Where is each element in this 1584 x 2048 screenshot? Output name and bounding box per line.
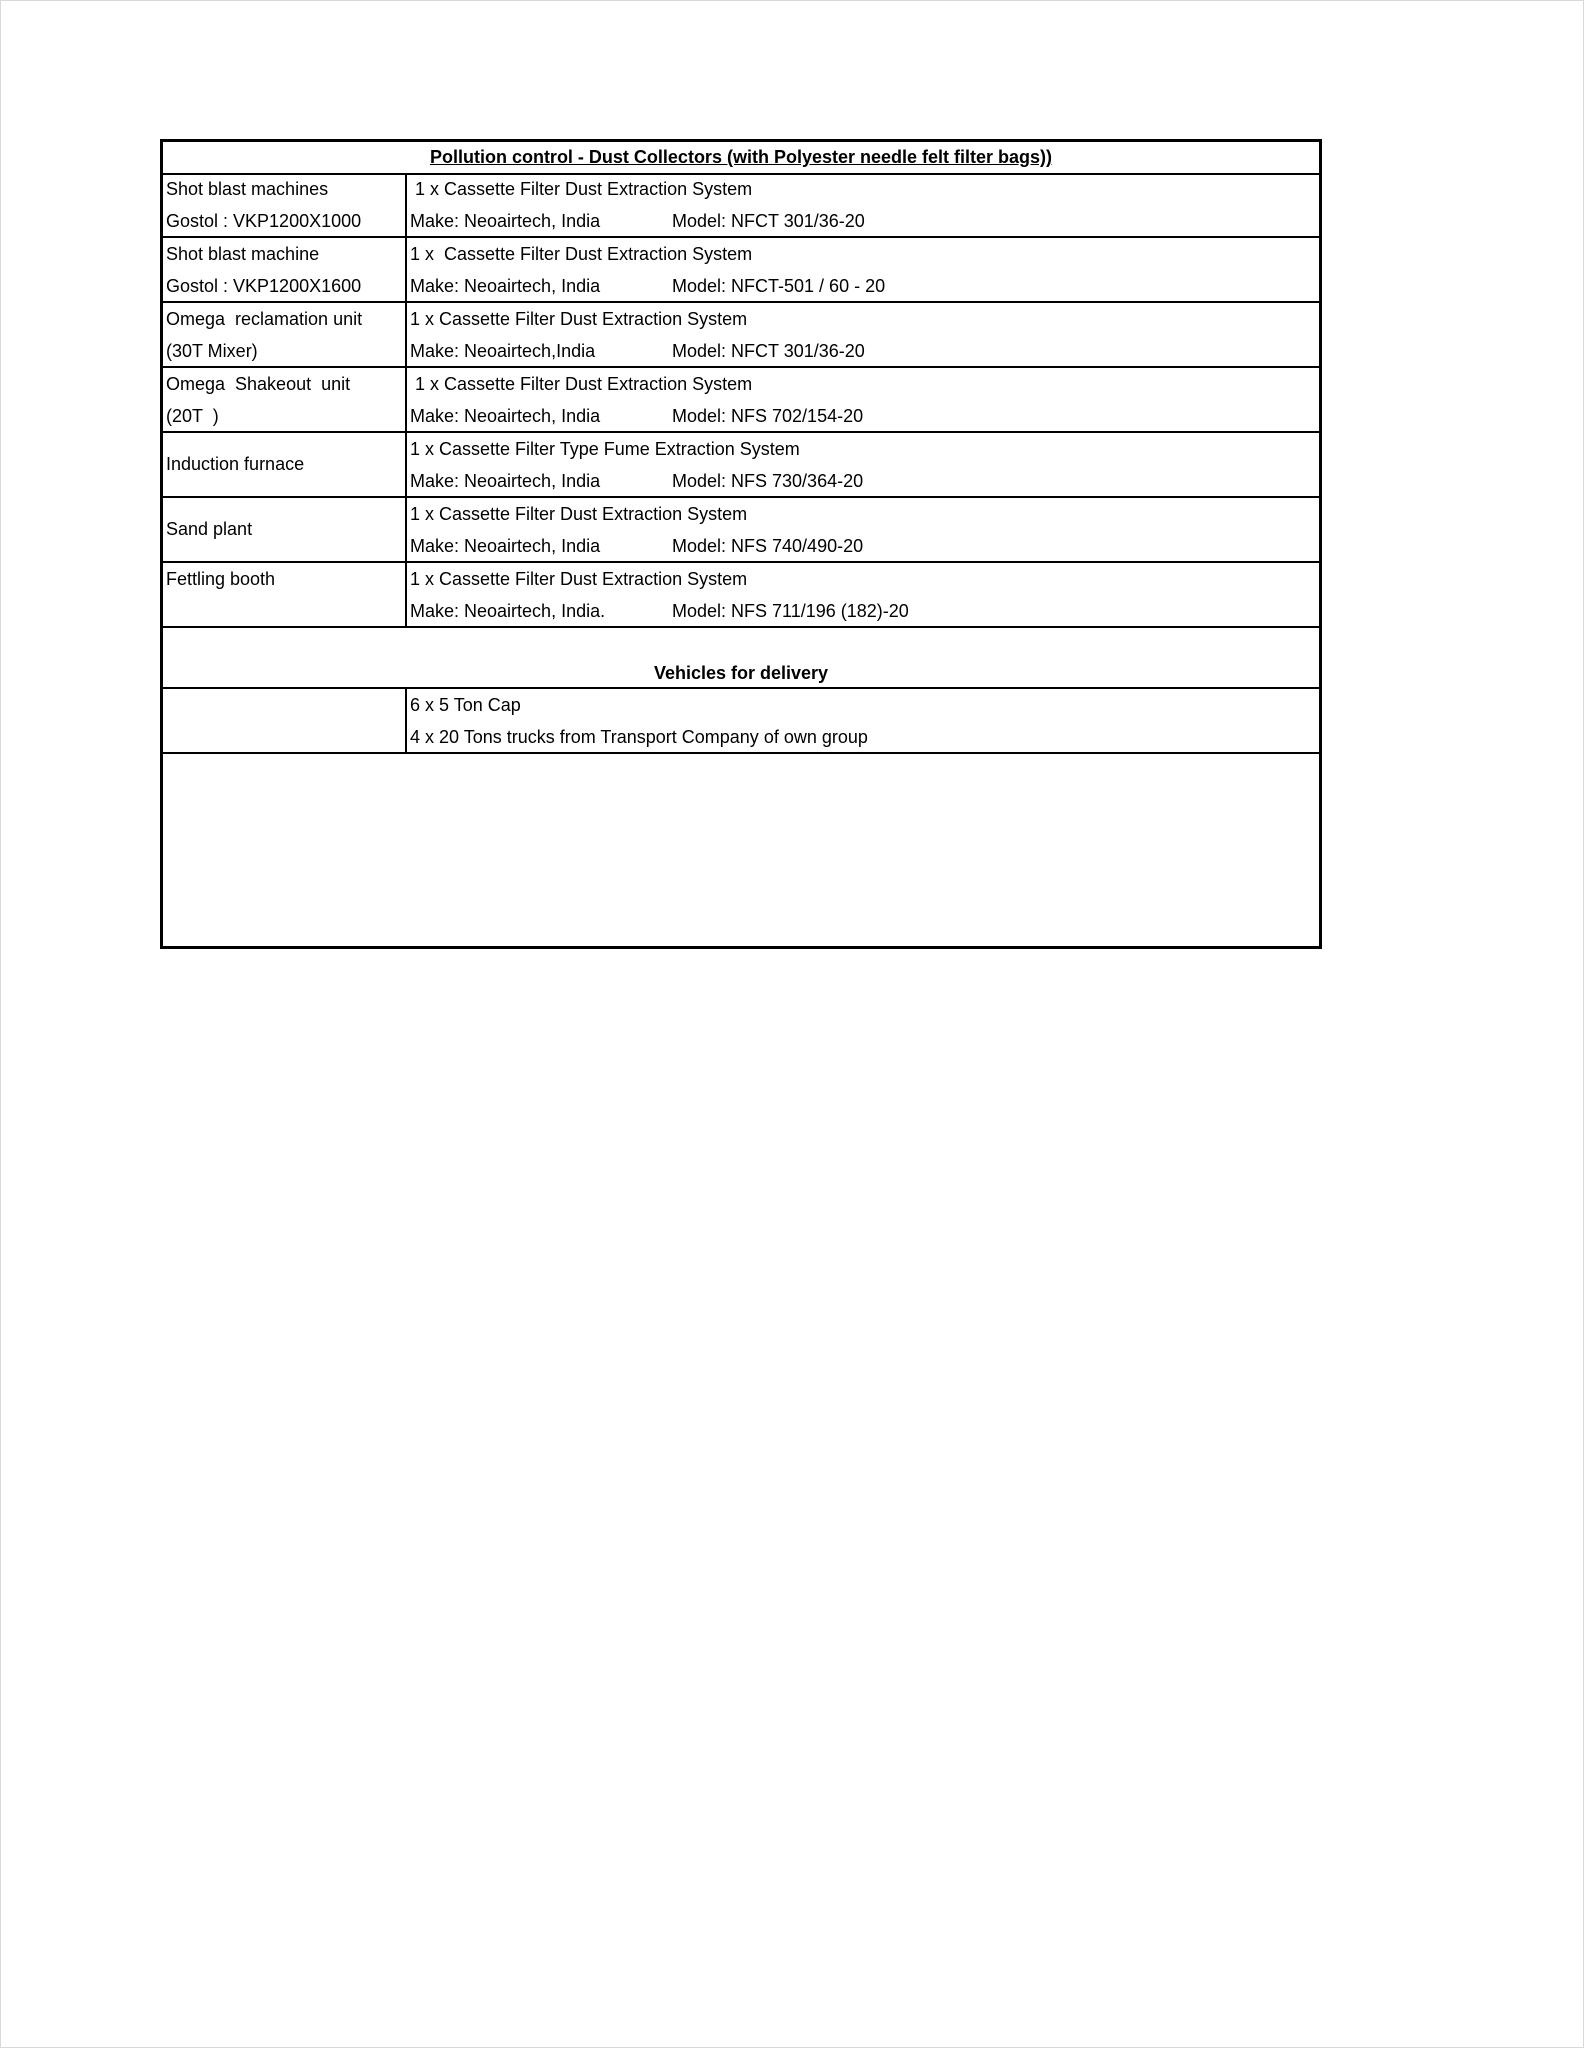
equipment-name: Omega reclamation unit: [166, 309, 363, 329]
table-row: [163, 238, 1319, 303]
vehicles-title: Vehicles for delivery: [653, 663, 829, 683]
equipment-cell: [163, 368, 407, 431]
table-row: [163, 498, 1319, 563]
table-row: [163, 563, 1319, 628]
collector-cell: [407, 368, 1319, 431]
vehicles-line-2: 4 x 20 Tons trucks from Transport Company of own group: [410, 727, 868, 747]
collector-model: Model: NFS 711/196 (182)-20: [672, 601, 909, 621]
equipment-cell: [163, 498, 407, 561]
equipment-cell: [163, 563, 407, 626]
table-row: [163, 433, 1319, 498]
collector-cell: [407, 433, 1319, 496]
equipment-name: Sand plant: [166, 519, 253, 539]
equipment-cell: [163, 173, 407, 236]
collector-cell: [407, 173, 1319, 236]
table-row: [163, 368, 1319, 433]
dust-collectors-table: [160, 139, 1322, 949]
collector-model: Model: NFCT 301/36-20: [672, 211, 865, 231]
equipment-name: Fettling booth: [166, 569, 276, 589]
collector-system: 1 x Cassette Filter Type Fume Extraction System: [410, 439, 800, 459]
collector-cell: [407, 303, 1319, 366]
table-row: [163, 303, 1319, 368]
equipment-cell: [163, 303, 407, 366]
equipment-detail: (30T Mixer): [166, 341, 258, 361]
vehicles-section-header: [163, 625, 1319, 689]
collector-cell: [407, 498, 1319, 561]
collector-system: 1 x Cassette Filter Dust Extraction System: [410, 179, 753, 199]
collector-make: Make: Neoairtech, India: [410, 536, 601, 556]
collector-make: Make: Neoairtech, India: [410, 276, 601, 296]
vehicles-row: [163, 689, 1319, 754]
collector-make: Make: Neoairtech, India.: [410, 601, 606, 621]
collector-model: Model: NFS 730/364-20: [672, 471, 864, 491]
collector-system: 1 x Cassette Filter Dust Extraction System: [410, 504, 748, 524]
collector-model: Model: NFCT-501 / 60 - 20: [672, 276, 886, 296]
equipment-name: Induction furnace: [166, 454, 305, 474]
collector-make: Make: Neoairtech, India: [410, 211, 601, 231]
vehicles-empty-cell: [163, 689, 407, 752]
table-row: [163, 173, 1319, 238]
equipment-detail: (20T ): [166, 406, 219, 426]
collector-make: Make: Neoairtech,India: [410, 341, 596, 361]
collector-model: Model: NFCT 301/36-20: [672, 341, 865, 361]
vehicles-line-1: 6 x 5 Ton Cap: [410, 695, 521, 715]
collector-cell: [407, 238, 1319, 301]
table-title: Pollution control - Dust Collectors (with Polyester needle felt filter bags)): [163, 142, 1319, 175]
vehicles-cell: [407, 689, 1319, 752]
equipment-cell: [163, 238, 407, 301]
collector-cell: [407, 563, 1319, 626]
collector-system: 1 x Cassette Filter Dust Extraction System: [410, 374, 753, 394]
collector-system: 1 x Cassette Filter Dust Extraction System: [410, 569, 748, 589]
equipment-cell: [163, 433, 407, 496]
collector-model: Model: NFS 740/490-20: [672, 536, 864, 556]
collector-system: 1 x Cassette Filter Dust Extraction System: [410, 309, 748, 329]
equipment-name: Omega Shakeout unit: [166, 374, 351, 394]
equipment-detail: Gostol : VKP1200X1600: [166, 276, 362, 296]
collector-system: 1 x Cassette Filter Dust Extraction System: [410, 244, 753, 264]
equipment-name: Shot blast machines: [166, 179, 329, 199]
collector-model: Model: NFS 702/154-20: [672, 406, 864, 426]
equipment-name: Shot blast machine: [166, 244, 320, 264]
collector-make: Make: Neoairtech, India: [410, 406, 601, 426]
collector-make: Make: Neoairtech, India: [410, 471, 601, 491]
equipment-detail: Gostol : VKP1200X1000: [166, 211, 362, 231]
